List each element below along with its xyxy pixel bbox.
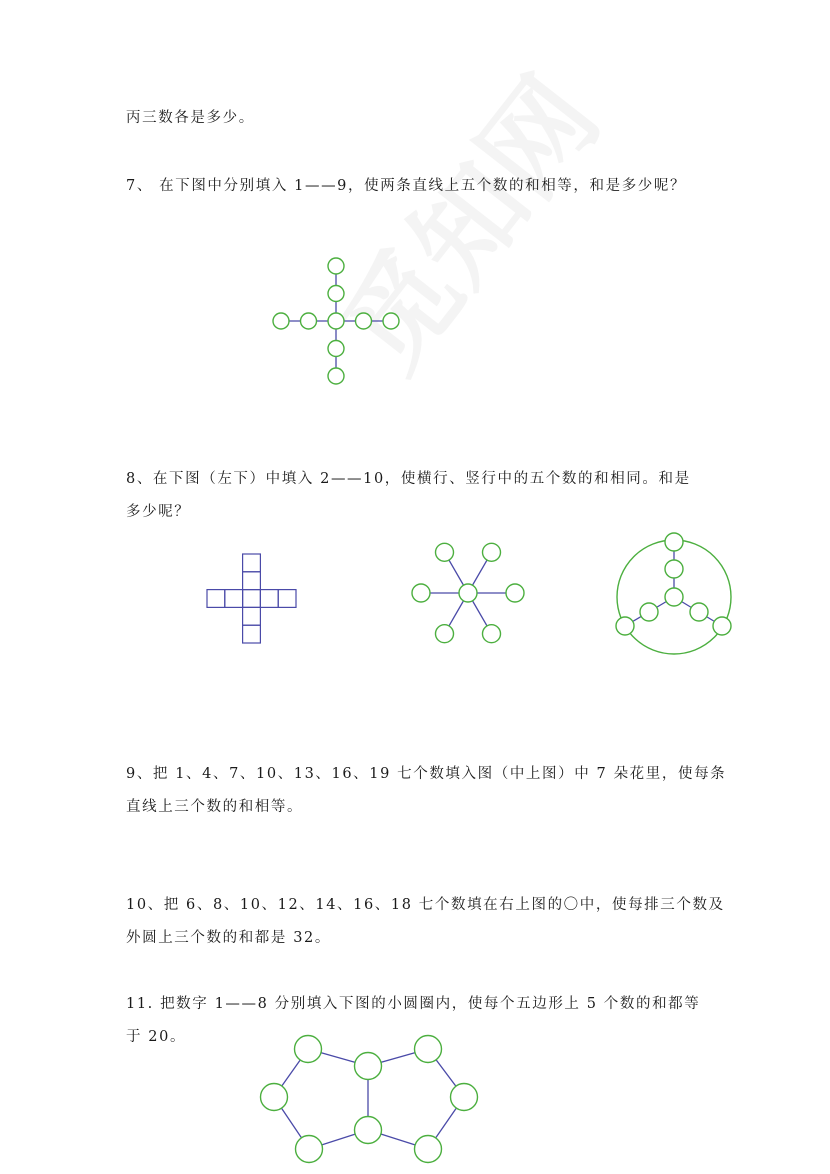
pentagon-circle — [295, 1036, 322, 1063]
question-9-line1: 9、把 1、4、7、10、13、16、19 七个数填入图（中上图）中 7 朵花里，使每条 — [126, 766, 727, 782]
question-11-line1: 11. 把数字 1——8 分别填入下图的小圆圈内，使每个五边形上 5 个数的和都等 — [126, 996, 701, 1012]
pentagon-circle — [415, 1036, 442, 1063]
pentagon-circle — [415, 1136, 442, 1163]
question-10-line2: 外圆上三个数的和都是 32。 — [126, 930, 331, 946]
question-11-line2: 于 20。 — [126, 1029, 187, 1045]
pentagon-circle — [355, 1117, 382, 1144]
question-8-line1: 8、在下图（左下）中填入 2——10，使横行、竖行中的五个数的和相同。和是 — [126, 471, 691, 487]
pentagon-circle — [261, 1084, 288, 1111]
text-line-continuation: 丙三数各是多少。 — [126, 110, 255, 126]
question-9-line2: 直线上三个数的和相等。 — [126, 799, 304, 815]
pentagon-circle — [296, 1136, 323, 1163]
pentagon-circle — [451, 1084, 478, 1111]
pentagon-circle — [355, 1053, 382, 1080]
question-7: 7、 在下图中分别填入 1——9，使两条直线上五个数的和相等，和是多少呢？ — [126, 178, 687, 194]
question-8-line2: 多少呢？ — [126, 504, 191, 520]
question-10-line1: 10、把 6、8、10、12、14、16、18 七个数填在右上图的〇中，使每排三个数及 — [126, 897, 725, 913]
